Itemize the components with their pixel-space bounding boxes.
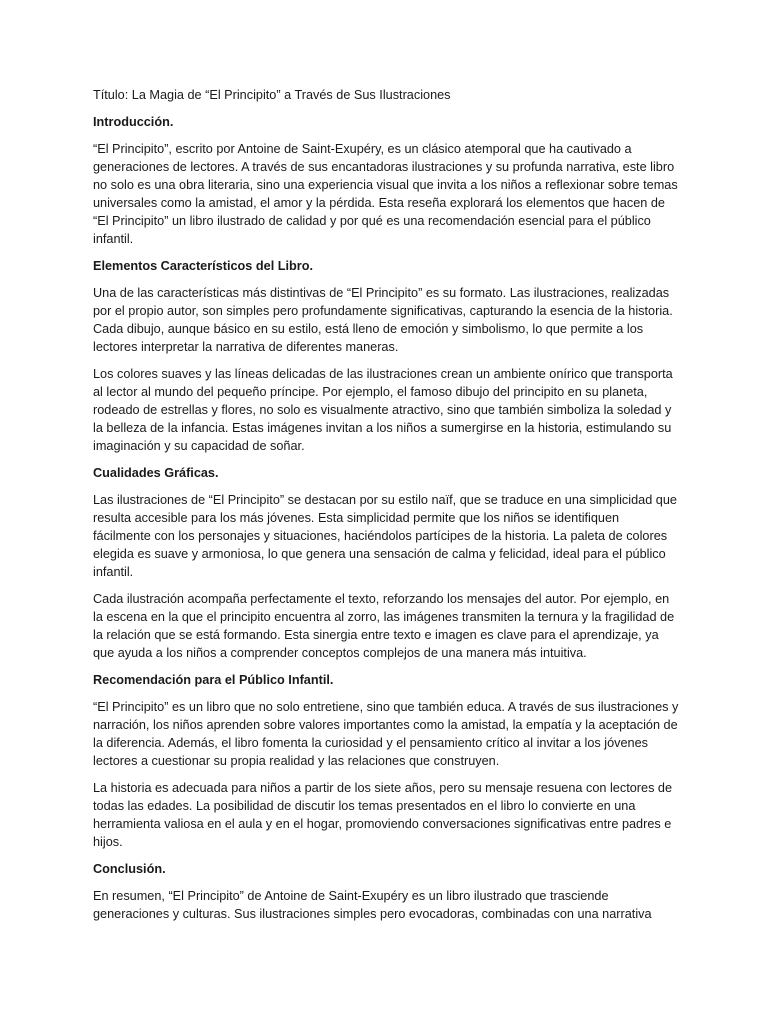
section-cualidades-graficas (93, 464, 679, 662)
paragraph: Una de las características más distintivas de “El Principito” es su formato. Las ilustraciones, realizadas por el propio autor, son simples pero profundamente significativas, capturando la esencia de la historia. Cada dibujo, aunque básico en su estilo, está lleno de emoción y simbolismo, lo que permite a los lectores interpretar la narrativa de diferentes maneras. (93, 286, 673, 354)
paragraph: Cada ilustración acompaña perfectamente el texto, reforzando los mensajes del autor. Por ejemplo, en la escena en la que el principito encuentra al zorro, las imágenes transmiten la ternura y la fragilidad de la relación que se está formando. Esta sinergia entre texto e imagen es clave para el aprendizaje, ya que ayuda a los niños a comprender conceptos complejos de una manera más intuitiva. (93, 592, 675, 660)
section-conclusion (93, 860, 679, 923)
paragraph: Las ilustraciones de “El Principito” se destacan por su estilo naïf, que se traduce en una simplicidad que resulta accesible para los más jóvenes. Esta simplicidad permite que los niños se identifiquen fácilmente con los personajes y situaciones, haciéndolos partícipes de la historia. La paleta de colores elegida es suave y armoniosa, lo que genera una sensación de calma y felicidad, ideal para el público infantil. (93, 493, 677, 579)
paragraph: “El Principito” es un libro que no solo entretiene, sino que también educa. A través de sus ilustraciones y narración, los niños aprenden sobre valores importantes como la amistad, la empatía y la aceptación de la diferencia. Además, el libro fomenta la curiosidad y el pensamiento crítico al invitar a los jóvenes lectores a cuestionar su propia realidad y las relaciones que construyen. (93, 700, 679, 768)
section-heading: Recomendación para el Público Infantil. (93, 673, 334, 687)
paragraph: “El Principito”, escrito por Antoine de Saint-Exupéry, es un clásico atemporal que ha cautivado a generaciones de lectores. A través de sus encantadoras ilustraciones y su profunda narrativa, este libro no solo es una obra literaria, sino una experiencia visual que invita a los niños a reflexionar sobre temas universales como la amistad, el amor y la pérdida. Esta reseña explorará los elementos que hacen de “El Principito” un libro ilustrado de calidad y por qué es una recomendación esencial para el público infantil. (93, 142, 678, 246)
paragraph: En resumen, “El Principito” de Antoine de Saint-Exupéry es un libro ilustrado que trasciende generaciones y culturas. Sus ilustraciones simples pero evocadoras, combinadas con una narrativa (93, 889, 652, 921)
document-body (93, 86, 679, 932)
section-heading: Introducción. (93, 115, 174, 129)
section-heading: Conclusión. (93, 862, 166, 876)
section-heading: Cualidades Gráficas. (93, 466, 219, 480)
section-recomendacion (93, 671, 679, 851)
section-heading: Elementos Característicos del Libro. (93, 259, 313, 273)
document-title: Título: La Magia de “El Principito” a Través de Sus Ilustraciones (93, 88, 451, 102)
section-elementos-caracteristicos (93, 257, 679, 455)
paragraph: Los colores suaves y las líneas delicadas de las ilustraciones crean un ambiente onírico que transporta al lector al mundo del pequeño príncipe. Por ejemplo, el famoso dibujo del principito en su planeta, rodeado de estrellas y flores, no solo es visualmente atractivo, sino que también simboliza la soledad y la belleza de la infancia. Estas imágenes invitan a los niños a sumergirse en la historia, estimulando su imaginación y su capacidad de soñar. (93, 367, 673, 453)
section-introduccion (93, 113, 679, 248)
paragraph: La historia es adecuada para niños a partir de los siete años, pero su mensaje resuena con lectores de todas las edades. La posibilidad de discutir los temas presentados en el libro lo convierte en una herramienta valiosa en el aula y en el hogar, promoviendo conversaciones significativas entre padres e hijos. (93, 781, 673, 849)
